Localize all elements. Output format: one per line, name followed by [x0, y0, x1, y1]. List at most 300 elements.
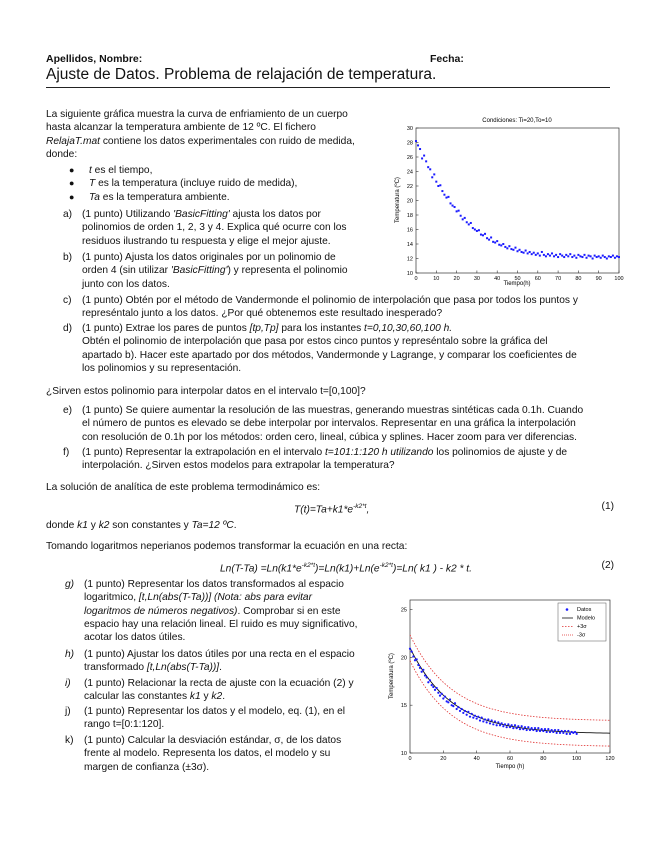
item-line: [84, 591, 376, 604]
chart1-data-point: [458, 210, 460, 212]
chart2-xtick-label: 40: [473, 756, 480, 762]
var-name: k1: [189, 691, 201, 703]
chart2-data-point: [509, 726, 511, 728]
chart2-data-point: [569, 733, 571, 735]
eq1-expression: [294, 500, 369, 517]
chart1-data-point: [577, 254, 579, 256]
chart1-data-point: [596, 256, 598, 258]
item-label: f): [63, 447, 70, 458]
eq2-number: (2): [601, 560, 614, 571]
chart2-data-point: [559, 732, 561, 734]
item-text: . Comprobar si en este: [237, 605, 341, 617]
item-line: (1 punto) Representar los datos y el modelo, eq. (1), en el: [84, 706, 346, 717]
chart2-data-point: [557, 729, 559, 731]
item-line: con resolución de 0.1h por los métodos: orden cero, lineal, cúbica y splines. Hacer zoom para ver diferencias.: [82, 431, 577, 443]
chart2-data-point: [547, 728, 549, 730]
item-label: e): [63, 405, 73, 416]
chart2-data-point: [534, 727, 536, 729]
item-line: (1 punto) Obtén por el método de Vandermonde el polinomio de interpolación que pasa por todos los puntos y: [82, 295, 578, 306]
chart1-data-point: [561, 255, 563, 257]
chart2-data-point: [487, 718, 489, 720]
chart2-data-point: [521, 725, 523, 727]
chart1-ytick-label: 24: [406, 169, 413, 176]
chart2-ytick-label: 20: [400, 655, 407, 662]
chart1-data-point: [474, 229, 476, 231]
item-e: [63, 404, 614, 444]
item-line: [84, 661, 376, 674]
chart1-data-point: [484, 233, 486, 235]
item-label: a): [63, 209, 73, 220]
item-line: los polinomios y su representación.: [82, 362, 242, 374]
chart1-xtick-label: 0: [414, 276, 418, 282]
chart1-data-point: [521, 251, 523, 253]
chart1-data-point: [519, 249, 521, 251]
chart2-xtick-label: 60: [506, 756, 514, 762]
chart1-data-point: [588, 255, 590, 257]
chart1-data-point: [445, 197, 447, 199]
item-line: [82, 446, 614, 459]
chart1-data-point: [450, 202, 452, 204]
chart2-data-point: [532, 729, 534, 731]
chart2-data-point: [489, 722, 491, 724]
chart2-data-point: [471, 713, 473, 715]
intro-text: contiene los datos experimentales con ruido de medida,: [99, 135, 355, 147]
chart2-data-point: [541, 728, 543, 730]
chart1-data-point: [583, 254, 585, 256]
title-rule: [46, 87, 610, 88]
chart2-data-point: [501, 722, 503, 724]
item-text: orden 4 (sin utilizar: [82, 265, 171, 277]
chart2-data-point: [482, 720, 484, 722]
chart1-data-point: [569, 253, 571, 255]
item-line: rango t=[0:1:120].: [84, 719, 165, 731]
solution-intro: La solución de analítica de este problema termodinámico es:: [46, 482, 321, 493]
chart1-data-point: [454, 206, 456, 208]
chart1-data-point: [553, 255, 555, 257]
item-line: residuos ilustrando tu respuesta y elige el mejor ajuste.: [82, 235, 331, 247]
chart2-data-point: [556, 732, 558, 734]
chart1-ytick-label: 28: [406, 140, 413, 147]
item-a: [63, 208, 376, 248]
text: y: [87, 520, 99, 531]
item-text: (1 punto) Extrae los pares de puntos: [82, 323, 250, 334]
text: son constantes y: [109, 520, 192, 531]
chart2-data-point: [416, 658, 418, 660]
chart2-data-point: [542, 730, 544, 732]
chart1-data-point: [525, 250, 527, 252]
chart2-data-point: [462, 712, 464, 714]
text: donde: [46, 520, 78, 531]
item-line: [84, 605, 376, 618]
chart1-data-point: [551, 252, 553, 254]
item-line: el número de puntos es elevado se debe interpolar por intervalos. Representar en una gráfica la interpolación: [82, 418, 576, 430]
item-line: (1 punto) Se quiere aumentar la resolución de las muestras, generando muestras sintéticas cada 0.1h. Cuando: [82, 405, 584, 416]
item-f: [63, 446, 614, 473]
chart2-data-point: [491, 719, 493, 721]
chart2-data-point: [504, 723, 506, 725]
chart1-data-point: [537, 252, 539, 254]
chart1-data-point: [472, 227, 474, 229]
eq1-number: (1): [601, 501, 614, 512]
chart2-data-point: [516, 727, 518, 729]
item-text: ajusta los datos por: [229, 209, 321, 220]
chart1-data-point: [502, 243, 504, 245]
bullet-text: es la temperatura (incluye ruido de medida),: [95, 178, 298, 190]
chart1-data-point: [429, 168, 431, 170]
chart2-data-point: [494, 720, 496, 722]
chart2-data-point: [437, 692, 439, 694]
chart1-data-point: [535, 254, 537, 256]
chart2-data-point: [511, 724, 513, 726]
item-c: [63, 294, 614, 321]
chart1-data-point: [431, 176, 433, 178]
chart1-ytick-label: 12: [406, 256, 413, 263]
chart2-xtick-label: 80: [540, 756, 547, 762]
chart1-data-point: [460, 215, 462, 217]
chart2-data-point: [566, 733, 568, 735]
chart1-data-point: [612, 255, 614, 257]
chart2-data-point: [456, 708, 458, 710]
chart1-data-point: [456, 210, 458, 212]
chart2-data-point: [576, 733, 578, 735]
item-text: .: [219, 662, 222, 674]
item-label: j): [65, 706, 71, 717]
bullet-text: es la temperatura ambiente.: [99, 191, 230, 203]
chart2-data-point: [452, 705, 454, 707]
eq2-text: )=Ln( k1 ) - k2 * t.: [392, 563, 472, 575]
chart1-data-point: [468, 223, 470, 225]
item-line: [82, 264, 376, 277]
item-label: h): [65, 649, 75, 660]
chart2-legend-label: Modelo: [577, 615, 596, 622]
item-line: acotar los datos útiles.: [84, 632, 186, 644]
item-emph: [tp,Tp]: [249, 323, 279, 334]
chart2-data-point: [522, 728, 524, 730]
chart2-data-point: [477, 716, 479, 718]
chart2-data-point: [549, 731, 551, 733]
chart1-data-point: [452, 205, 454, 207]
chart2-data-point: [484, 718, 486, 720]
chart2-data-point: [537, 727, 539, 729]
chart2-data-point: [422, 669, 424, 671]
chart2-data-point: [436, 687, 438, 689]
item-line: polinomios de orden 1, 2, 3 y 4. Explica qué ocurre con los: [82, 222, 347, 234]
chart1-ytick-label: 20: [406, 198, 413, 205]
list-item: ● t es el tiempo,: [69, 165, 153, 176]
chart2-legend-label: -3σ: [577, 632, 586, 639]
chart2-data-point: [474, 715, 476, 717]
chart1-data-point: [563, 256, 565, 258]
chart1-data-point: [482, 234, 484, 236]
item-emph: 'BasicFitting': [173, 209, 230, 220]
chart1-data-point: [433, 173, 435, 175]
chart1-data-point: [594, 255, 596, 257]
chart1-data-point: [470, 222, 472, 224]
item-label: c): [63, 295, 72, 306]
chart2-data-point: [497, 721, 499, 723]
chart2-data-point: [512, 727, 514, 729]
chart1-data-point: [531, 253, 533, 255]
chart2-ylabel: Temperatura (ºC): [389, 653, 395, 699]
question-line: ¿Sirven estos polinomio para interpolar datos en el intervalo t=[0,100]?: [46, 386, 366, 397]
chart2-data-point: [449, 698, 451, 700]
chart1-data-point: [494, 242, 496, 244]
chart1-xtick-label: 20: [453, 276, 460, 282]
chart1-data-point: [527, 252, 529, 254]
chart2-data-point: [552, 731, 554, 733]
chart2-ytick-label: 25: [400, 607, 407, 614]
item-text: logaritmico,: [84, 592, 139, 604]
chart2-data-point: [411, 651, 413, 653]
chart2-data-point: [426, 676, 428, 678]
item-emph: t=101:1:120 h utilizando: [324, 447, 434, 458]
item-text: (1 punto) Representar la extrapolación en el intervalo: [82, 447, 325, 458]
chart1-data-point: [590, 255, 592, 257]
chart1-data-point: [423, 155, 425, 157]
intro-line: [46, 135, 376, 148]
chart1-ytick-label: 22: [406, 184, 413, 190]
chart1-data-point: [490, 236, 492, 238]
chart2-data-point: [486, 721, 488, 723]
chart1-data-point: [529, 251, 531, 253]
chart1-data-point: [565, 254, 567, 256]
chart2-data-point: [527, 726, 529, 728]
intro-line: donde:: [46, 148, 78, 160]
chart1-data-point: [539, 255, 541, 257]
chart1-data-point: [610, 256, 612, 258]
chart2-data-point: [459, 710, 461, 712]
chart2-data-point: [419, 667, 421, 669]
item-b: [63, 251, 376, 291]
chart1-ylabel: Temperatura (ºC): [395, 177, 401, 223]
chart1-data-point: [571, 256, 573, 258]
chart1-data-point: [547, 253, 549, 255]
chart1-data-point: [466, 221, 468, 223]
chart1-data-point: [476, 230, 478, 232]
chart1-data-point: [512, 249, 514, 251]
bullet-text: es el tiempo,: [91, 165, 153, 176]
chart2-ytick-label: 15: [400, 703, 407, 710]
chart2-xtick-label: 20: [440, 756, 447, 762]
chart1-data-point: [586, 257, 588, 259]
chart1-data-point: [616, 255, 618, 257]
item-line: apartado b). Hacer este apartado por dos métodos, Vandermonde y Lagrange, y comparar los coeficientes de: [82, 349, 577, 361]
chart2-data-point: [506, 726, 508, 728]
chart1-data-point: [523, 252, 525, 254]
chart1-data-point: [425, 160, 427, 162]
item-j: [65, 705, 376, 732]
chart1-ytick-label: 14: [406, 242, 413, 248]
chart1-data-point: [606, 258, 608, 260]
item-k: [65, 734, 376, 774]
chart2-data-point: [434, 689, 436, 691]
chart1-ytick-label: 30: [406, 126, 413, 132]
chart1-xtick-label: 100: [614, 276, 624, 282]
chart2-data-point: [464, 710, 466, 712]
item-text: para los instantes: [278, 323, 365, 334]
chart2-lower-band-line: [410, 661, 610, 746]
chart2-data-point: [561, 730, 563, 732]
item-label: k): [65, 735, 74, 746]
item-text: .: [222, 691, 226, 703]
chart1-data-point: [543, 254, 545, 256]
eq2-expression: [220, 559, 472, 576]
var-name: Ta=12 ºC: [191, 520, 234, 531]
item-line: [82, 322, 614, 335]
chart1-data-point: [492, 241, 494, 243]
item-label: b): [63, 252, 73, 263]
chart2-legend-label: +3σ: [577, 624, 587, 630]
item-emph: t=0,10,30,60,100 h.: [364, 323, 453, 334]
item-label: d): [63, 323, 73, 334]
item-text: transformado: [84, 662, 147, 674]
chart2-data-point: [472, 717, 474, 719]
chart1-ytick-label: 10: [406, 271, 413, 277]
chart1-xtick-label: 70: [555, 276, 562, 282]
chart1-data-point: [573, 255, 575, 257]
chart1-data-point: [419, 148, 421, 150]
chart2-legend-label: Datos: [577, 607, 592, 613]
chart2-upper-band-line: [410, 632, 610, 720]
item-line: represéntalo junto a los datos. ¿Por qué obtenemos este resultado inesperado?: [82, 308, 443, 320]
chart2-data-point: [551, 729, 553, 731]
item-emph: [t,Ln(abs(T-Ta))] (Nota: abs para evitar: [138, 592, 312, 604]
chart1-ytick-label: 18: [406, 213, 413, 219]
chart1-xtick-label: 50: [514, 276, 521, 282]
equation-2: [46, 559, 614, 573]
item-text: ) y representa el polinomio: [227, 265, 348, 277]
item-line: [84, 690, 376, 703]
chart1-data-point: [464, 217, 466, 219]
item-text: calcular las constantes: [84, 691, 190, 703]
item-h: [65, 648, 376, 675]
chart1-data-point: [614, 257, 616, 259]
chart2-data-point: [536, 730, 538, 732]
chart2-data-point: [526, 729, 528, 731]
chart1-xtick-label: 40: [494, 276, 501, 282]
page-title: Ajuste de Datos. Problema de relajación de temperatura.: [46, 66, 437, 83]
var-name: k1: [77, 520, 88, 531]
chart1-data-point: [510, 248, 512, 250]
item-text: los polinomios de ajuste y de: [433, 447, 568, 458]
chart1-data-point: [415, 140, 417, 142]
item-d: [63, 322, 614, 375]
chart2-data-point: [432, 686, 434, 688]
chart1-data-point: [549, 255, 551, 257]
chart1-data-point: [480, 234, 482, 236]
chart1-data-point: [545, 255, 547, 257]
chart1-data-point: [427, 166, 429, 168]
chart2-data-point: [444, 695, 446, 697]
chart1-data-point: [581, 256, 583, 258]
chart1-xtick-label: 30: [473, 276, 480, 282]
chart1-data-point: [533, 252, 535, 254]
eq2-sup: -k2*t: [301, 562, 316, 569]
chart1-data-point: [608, 255, 610, 257]
chart2-data-point: [427, 681, 429, 683]
item-line: junto con los datos.: [82, 278, 170, 290]
date-label: Fecha:: [430, 53, 464, 65]
var-name: k2: [211, 691, 223, 703]
chart2-data-point: [499, 724, 501, 726]
chart2-data-point: [492, 723, 494, 725]
cooling-curve-chart: [385, 110, 624, 288]
chart1-data-point: [592, 258, 594, 260]
item-line: margen de confianza (±3σ).: [84, 761, 210, 773]
item-text: y: [200, 691, 212, 703]
chart1-data-point: [504, 246, 506, 248]
chart1-data-point: [567, 255, 569, 257]
chart2-xtick-label: 100: [572, 756, 582, 762]
chart2-data-point: [461, 708, 463, 710]
constants-line: [46, 519, 237, 532]
chart2-data-point: [514, 724, 516, 726]
item-g: [65, 578, 376, 644]
chart1-data-point: [486, 237, 488, 239]
equation-1: [46, 500, 614, 514]
chart2-data-point: [554, 729, 556, 731]
chart1-xlabel: Tiempo(h): [503, 281, 531, 287]
item-line: (1 punto) Representar los datos transformados al espacio: [84, 579, 344, 590]
chart1-data-point: [447, 196, 449, 198]
chart2-data-point: [417, 664, 419, 666]
chart2-data-point: [457, 706, 459, 708]
chart2-data-point: [481, 717, 483, 719]
chart1-xtick-label: 80: [575, 276, 582, 282]
chart1-xtick-label: 90: [595, 276, 602, 282]
chart1-data-point: [604, 256, 606, 258]
chart2-data-point: [502, 725, 504, 727]
chart1-data-point: [478, 229, 480, 231]
chart2-data-point: [476, 717, 478, 719]
eq2-text: )=Ln(k1)+Ln(e: [315, 563, 380, 575]
chart2-legend-swatch: [566, 608, 569, 611]
chart2-data-point: [421, 671, 423, 673]
item-line: (1 punto) Ajusta los datos originales por un polinomio de: [82, 252, 336, 263]
logarithm-intro: Tomando logaritmos neperianos podemos transformar la ecuación en una recta:: [46, 541, 408, 552]
item-label: g): [65, 579, 75, 590]
model-fit-chart: [380, 592, 620, 772]
chart1-data-point: [437, 185, 439, 187]
chart2-data-point: [442, 697, 444, 699]
chart2-data-point: [524, 726, 526, 728]
chart1-xtick-label: 60: [534, 276, 541, 282]
name-label: Apellidos, Nombre:: [46, 53, 143, 65]
intro-paragraph: [46, 108, 376, 161]
var-name: k2: [98, 520, 110, 531]
item-label: i): [65, 678, 71, 689]
item-line: (1 punto) Calcular la desviación estándar, σ, de los datos: [84, 735, 342, 746]
item-i: [65, 677, 376, 704]
chart2-data-point: [519, 728, 521, 730]
item-line: Obtén el polinomio de interpolación que pasa por estos cinco puntos y represéntalo sobre la gráfica del: [82, 336, 548, 348]
chart1-data-point: [439, 184, 441, 186]
chart2-data-point: [409, 648, 411, 650]
chart2-model-line: [410, 648, 610, 733]
chart1-data-point: [559, 253, 561, 255]
chart2-data-point: [479, 719, 481, 721]
chart2-data-point: [424, 674, 426, 676]
chart2-data-point: [431, 684, 433, 686]
item-line: (1 punto) Relacionar la recta de ajuste con la ecuación (2) y: [84, 678, 354, 689]
chart2-xlabel: Tiempo (h): [495, 764, 525, 770]
item-emph: [t,Ln(abs(T-Ta))]: [146, 662, 220, 674]
chart1-data-point: [575, 257, 577, 259]
chart1-data-point: [421, 157, 423, 159]
chart2-xtick-label: 0: [408, 756, 412, 762]
item-line: interpolación. ¿Sirven estos modelos para extrapolar la temperatura?: [82, 460, 395, 472]
chart2-data-point: [531, 727, 533, 729]
